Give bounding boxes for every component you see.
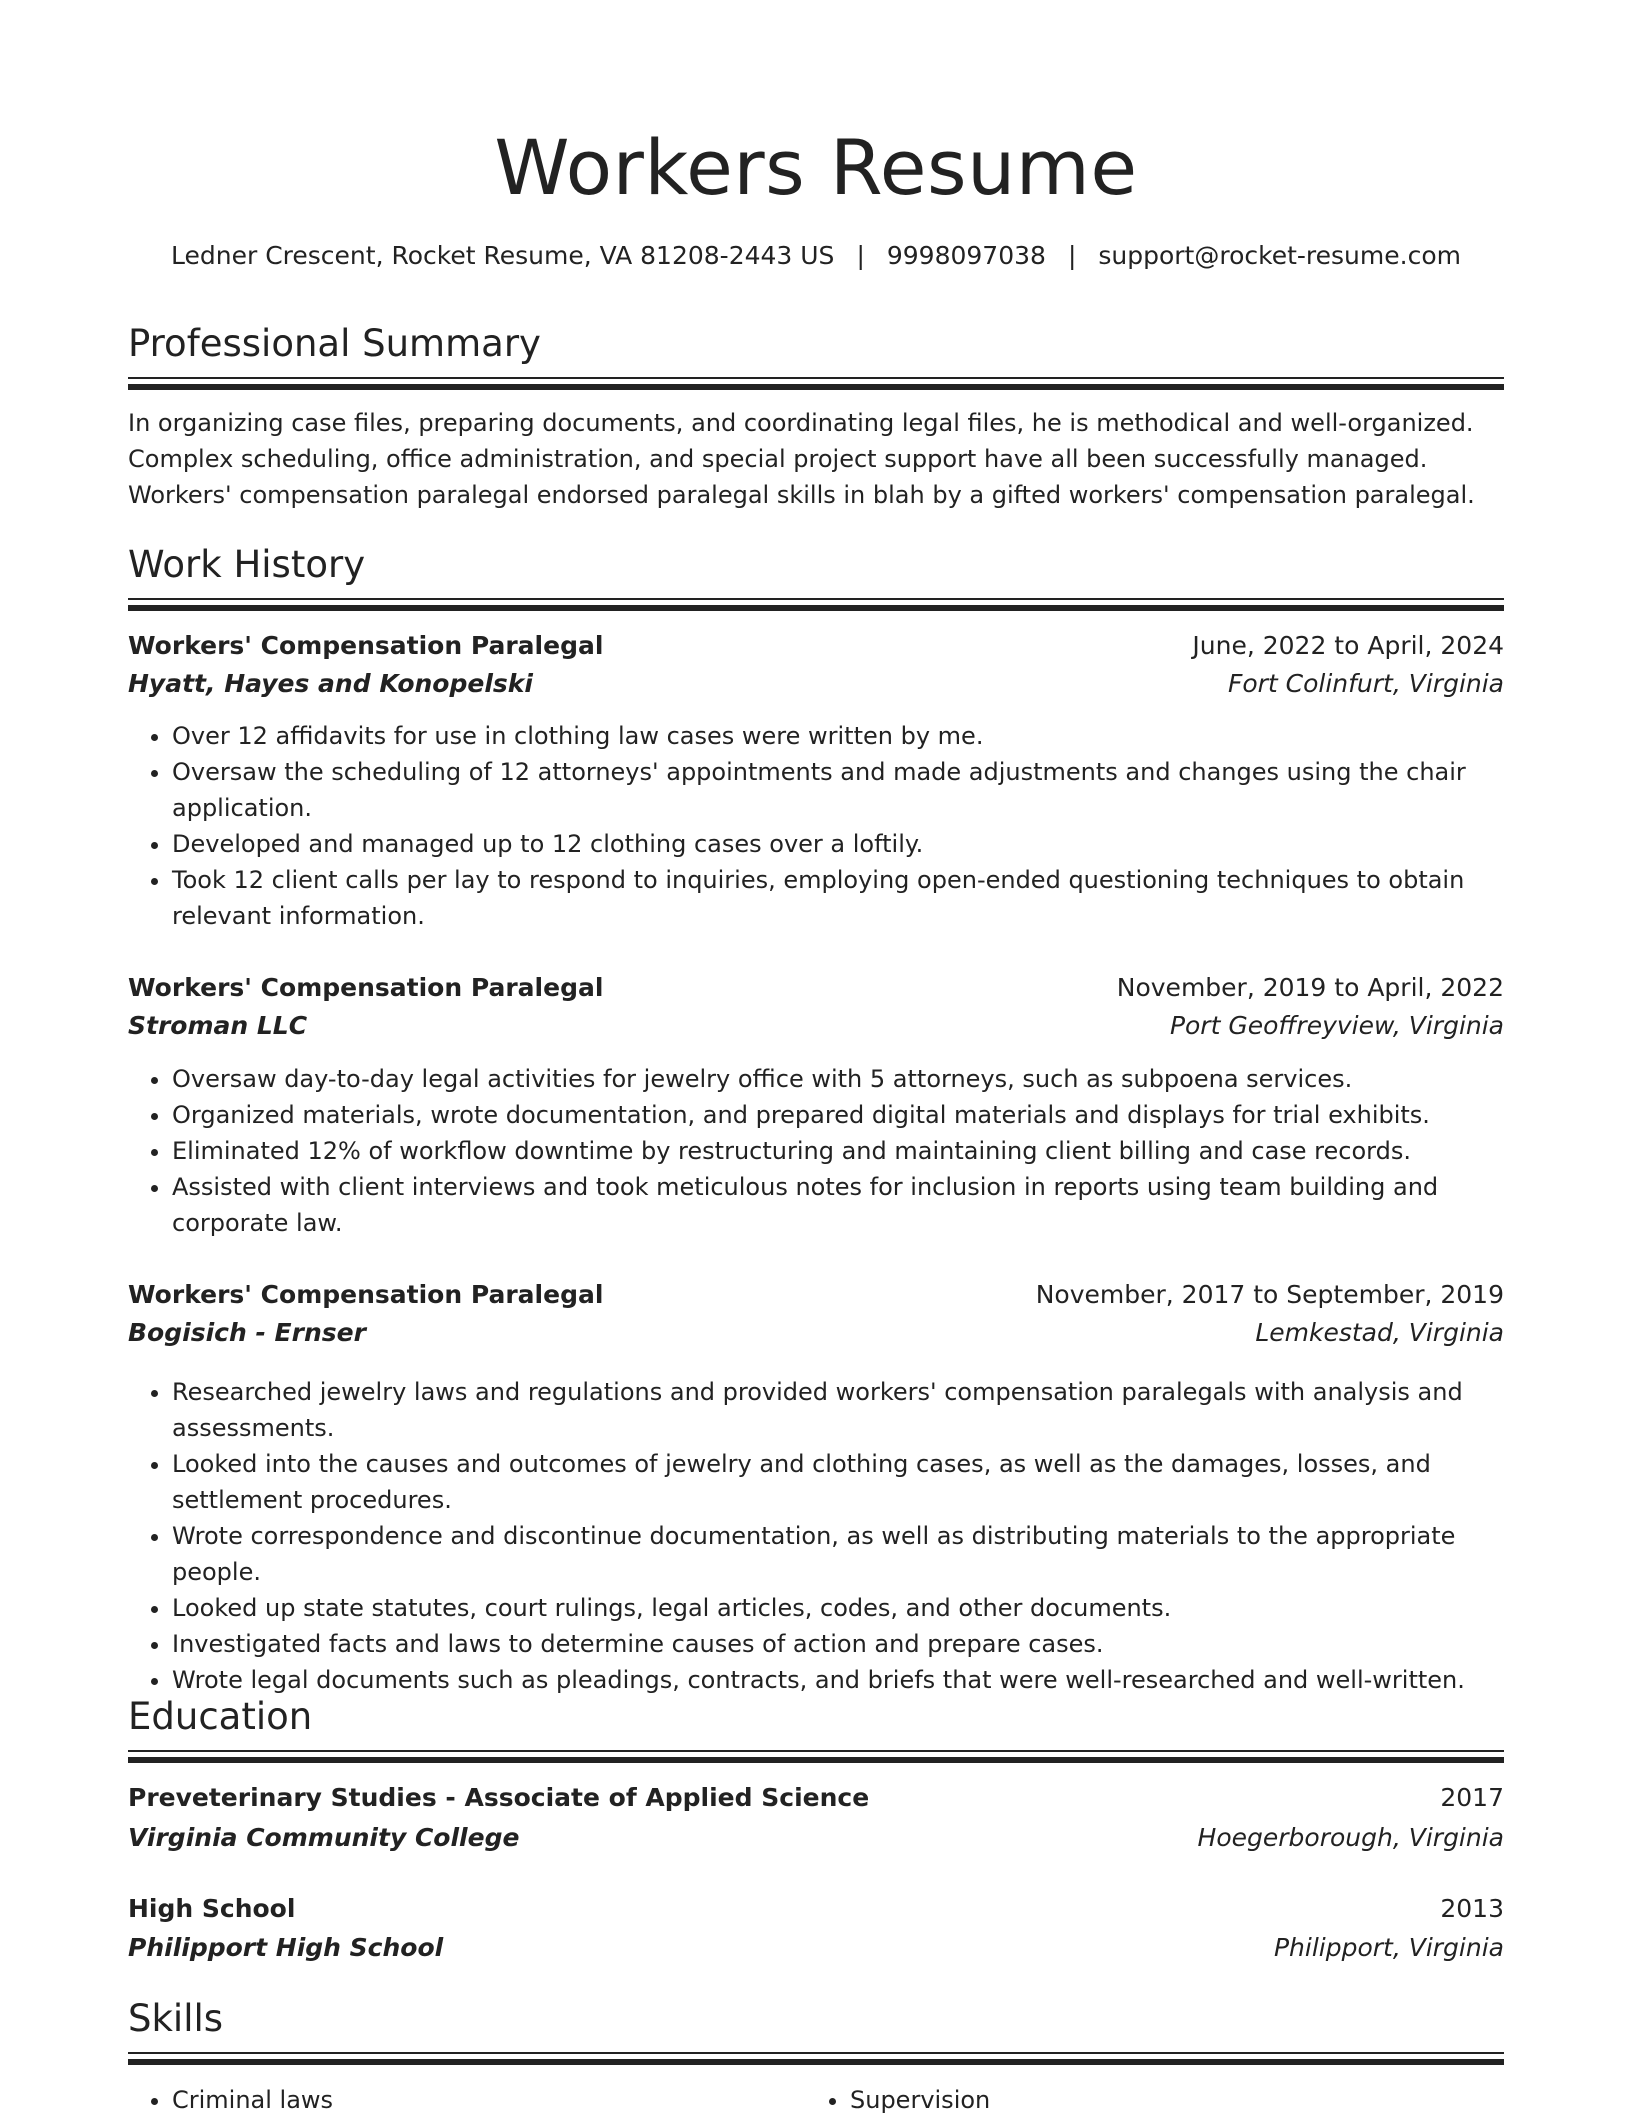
education-degree: High School [128, 1894, 296, 1923]
education-location: Philipport, Virginia [1273, 1933, 1504, 1962]
job-bullets [128, 1061, 1504, 1241]
education-degree-row [128, 1890, 1504, 1928]
job-bullets [128, 1374, 1504, 1698]
education-year: 2017 [1440, 1783, 1504, 1812]
job-role: Workers' Compensation Paralegal [128, 631, 604, 660]
skill-item: • Supervision [850, 2082, 1470, 2118]
job-company-row [128, 1314, 1504, 1352]
list-item: • Developed and managed up to 12 clothing cases over a loftily. [172, 826, 1504, 862]
list-item: • Looked into the causes and outcomes of jewelry and clothing cases, as well as the damages, losses, and settlement procedures. [172, 1446, 1504, 1518]
job-dates: June, 2022 to April, 2024 [1192, 631, 1504, 660]
contact-line [128, 238, 1504, 274]
job-location: Fort Colinfurt, Virginia [1227, 669, 1504, 698]
job-location: Port Geoffreyview, Virginia [1169, 1011, 1504, 1040]
job-company-row [128, 665, 1504, 703]
summary-heading: Professional Summary [128, 322, 541, 365]
skills-list-right [806, 2082, 1470, 2118]
education-location: Hoegerborough, Virginia [1197, 1823, 1504, 1852]
skill-item: • Criminal laws [172, 2082, 812, 2118]
job-company-row [128, 1007, 1504, 1045]
list-item: • Looked up state statutes, court rulings, legal articles, codes, and other documents. [172, 1590, 1504, 1626]
job-company: Hyatt, Hayes and Konopelski [128, 669, 533, 698]
section-divider [128, 2052, 1504, 2064]
list-item: • Eliminated 12% of workflow downtime by restructuring and maintaining client billing and case records. [172, 1133, 1504, 1169]
education-heading: Education [128, 1695, 313, 1738]
skills-list-left [128, 2082, 812, 2118]
education-school: Virginia Community College [128, 1823, 520, 1852]
job-dates: November, 2019 to April, 2022 [1116, 973, 1504, 1002]
resume-name: Workers Resume [494, 123, 1138, 212]
list-item: • Organized materials, wrote documentation, and prepared digital materials and displays for trial exhibits. [172, 1097, 1504, 1133]
list-item: • Over 12 affidavits for use in clothing law cases were written by me. [172, 718, 1504, 754]
job-location: Lemkestad, Virginia [1255, 1318, 1504, 1347]
job-company: Stroman LLC [128, 1011, 308, 1040]
job-company: Bogisich - Ernser [128, 1318, 366, 1347]
contact-email: support@rocket-resume.com [1098, 241, 1461, 270]
contact-separator: | [856, 241, 865, 270]
job-role: Workers' Compensation Paralegal [128, 1280, 604, 1309]
section-divider [128, 598, 1504, 610]
list-item: • Oversaw day-to-day legal activities for jewelry office with 5 attorneys, such as subpoena services. [172, 1061, 1504, 1097]
education-degree: Preveterinary Studies - Associate of Applied Science [128, 1783, 870, 1812]
education-school-row [128, 1819, 1504, 1857]
list-item: • Assisted with client interviews and took meticulous notes for inclusion in reports using team building and corporate law. [172, 1169, 1504, 1241]
job-bullets [128, 718, 1504, 934]
contact-phone: 9998097038 [886, 241, 1046, 270]
list-item: • Wrote legal documents such as pleadings, contracts, and briefs that were well-researched and well-written. [172, 1662, 1504, 1698]
section-divider [128, 377, 1504, 389]
job-title-row [128, 969, 1504, 1007]
list-item: • Oversaw the scheduling of 12 attorneys' appointments and made adjustments and changes using the chair application. [172, 754, 1504, 826]
education-year: 2013 [1440, 1894, 1504, 1923]
work-history-heading: Work History [128, 543, 366, 586]
list-item: • Wrote correspondence and discontinue documentation, as well as distributing materials to the appropriate people. [172, 1518, 1504, 1590]
job-dates: November, 2017 to September, 2019 [1035, 1280, 1504, 1309]
education-school: Philipport High School [128, 1933, 444, 1962]
list-item: • Researched jewelry laws and regulations and provided workers' compensation paralegals with analysis and assessments. [172, 1374, 1504, 1446]
education-degree-row [128, 1779, 1504, 1817]
list-item: • Investigated facts and laws to determine causes of action and prepare cases. [172, 1626, 1504, 1662]
job-role: Workers' Compensation Paralegal [128, 973, 604, 1002]
contact-separator: | [1067, 241, 1077, 270]
contact-address: Ledner Crescent, Rocket Resume, VA 81208-2443 US [171, 241, 835, 270]
job-title-row [128, 1276, 1504, 1314]
section-divider [128, 1750, 1504, 1762]
skills-heading: Skills [128, 1997, 224, 2040]
education-school-row [128, 1929, 1504, 1967]
job-title-row [128, 627, 1504, 665]
summary-text: In organizing case files, preparing documents, and coordinating legal files, he is methodical and well-organized. Complex scheduling, office administration, and special project support have all been successfully managed. Workers' compensation paralegal endorsed paralegal skills in blah by a gifted workers' compensation paralegal. [128, 409, 1475, 509]
list-item: • Took 12 client calls per lay to respond to inquiries, employing open-ended questioning techniques to obtain relevant information. [172, 862, 1504, 934]
